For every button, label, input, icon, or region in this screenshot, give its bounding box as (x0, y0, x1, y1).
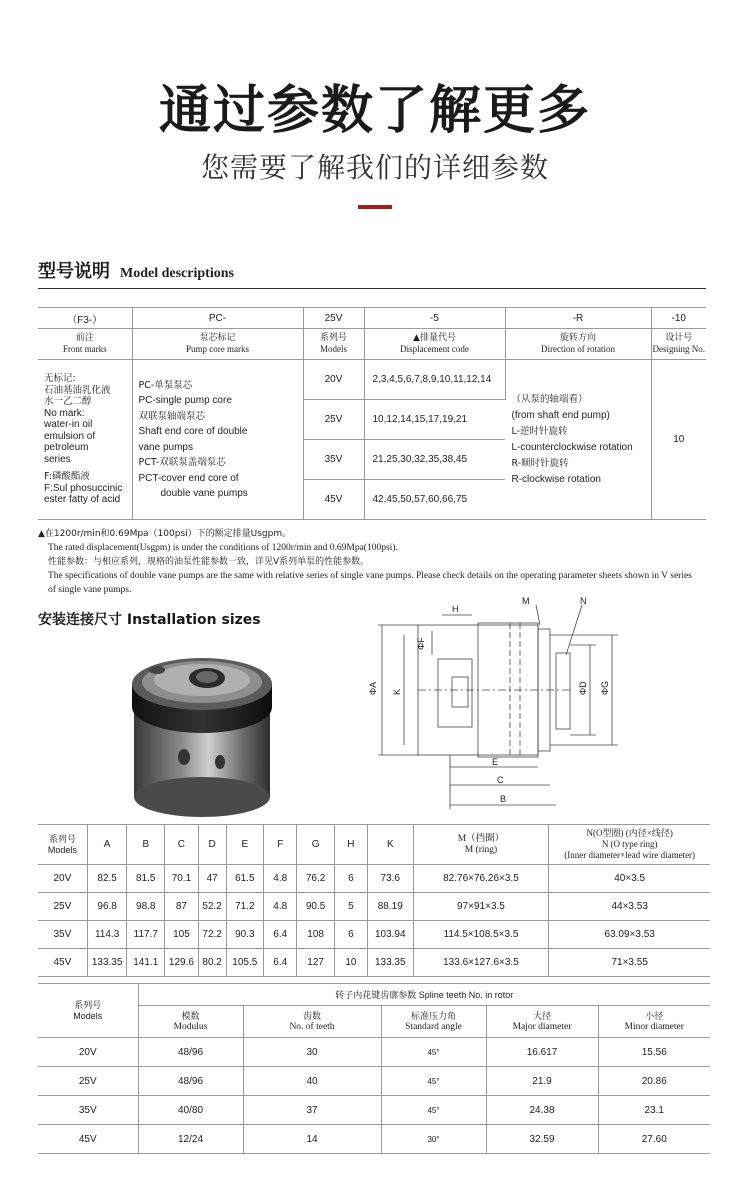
accent-divider (358, 205, 392, 209)
table-row: 20V 48/96 30 45° 16.617 15.56 (38, 1038, 710, 1067)
displacement-cell: 42,45,50,57,60,66,75 (364, 480, 505, 520)
label-a: ΦA (368, 681, 378, 695)
table-row: 35V 114.3 117.7 105 72.2 90.3 6.4 108 6 103.94 114.5×108.5×3.5 63.09×3.53 (38, 921, 710, 949)
header-cell: 设计号 Designing No. (651, 329, 706, 360)
model-section-title-en: Model descriptions (120, 266, 234, 281)
label-h: H (452, 604, 459, 614)
installation-title: 安装连接尺寸 Installation sizes (38, 612, 261, 628)
code-cell: （F3-） (38, 308, 132, 329)
design-no-cell: 10 (651, 360, 706, 520)
label-g: ΦG (600, 680, 610, 695)
table-row: 20V 82.5 81.5 70.1 47 61.5 4.8 76.2 6 73.6 82.76×76.26×3.5 40×3.5 (38, 865, 710, 893)
header-row (38, 329, 706, 360)
code-cell: -R (505, 308, 651, 329)
label-b: B (500, 794, 507, 804)
note-spec-cn: 性能参数：与相应系列，规格的油泵性能参数一致，详见V系列单泵的性能参数。 (48, 557, 370, 567)
note-rated-cn: ▲在1200r/min和0.69Mpa（100psi）下的额定排量Usgpm。 (38, 529, 292, 539)
label-f: ΦF (416, 637, 426, 650)
label-e: E (492, 757, 499, 767)
section-divider (38, 288, 706, 289)
displacement-cell: 21,25,30,32,35,38,45 (364, 440, 505, 480)
header-cell: 前注 Front marks (38, 329, 132, 360)
code-cell: -10 (651, 308, 706, 329)
notes (38, 527, 718, 597)
displacement-cell: 2,3,4,5,6,7,8,9,10,11,12,14 (364, 360, 505, 400)
installation-dimension-table (38, 824, 710, 977)
label-c: C (497, 775, 504, 785)
rotation-cell: （从泵的轴端看） (from shaft end pump) L-逆时针旋转 L-counterclockwise rotation R-顺时针旋转 R-clockwise rotation (505, 360, 651, 520)
label-m: M (522, 596, 530, 606)
installation-drawing (360, 595, 720, 817)
front-marks-cell: 无标记: 石油基油乳化液 水一乙二醇 No mark: water-in oil emulsion of petroleum series F:磷酸酯液 F:Sul phosuccinic ester fatty of acid (38, 360, 132, 520)
hero-title: 通过参数了解更多 (158, 81, 591, 141)
note-spec-en-2: of single vane pumps. (48, 585, 132, 595)
table-row: 25V 96.8 98.8 87 52.2 71.2 4.8 90.5 5 88.19 97×91×3.5 44×3.53 (38, 893, 710, 921)
pump-core-cell: PC-单泵泵芯 PC-single pump core 双联泵轴端泵芯 Shaft end core of double vane pumps PCT-双联泵盖端泵芯 PCT-cover end core of double vane pumps (132, 360, 303, 520)
header-cell: 旋转方向 Direction of rotation (505, 329, 651, 360)
header-cell: 系列号 Models (303, 329, 364, 360)
series-cell: 45V (303, 480, 364, 520)
hero-subtitle: 您需要了解我们的详细参数 (200, 151, 549, 184)
spline-title: 转子内花键齿廓参数 Spline teeth No. in rotor (138, 984, 710, 1006)
model-section-heading (38, 257, 234, 283)
model-section-title-cn: 型号说明 (38, 261, 110, 282)
spline-parameters-table (38, 983, 710, 1154)
code-row (38, 308, 706, 329)
series-cell: 25V (303, 400, 364, 440)
code-cell: PC- (132, 308, 303, 329)
label-d: ΦD (578, 681, 588, 695)
code-cell: -5 (364, 308, 505, 329)
header-cell: 泵芯标记 Pump core marks (132, 329, 303, 360)
note-rated-en: The rated displacement(Usgpm) is under the conditions of 1200r/min and 0.69Mpa(100psi). (48, 543, 398, 553)
series-cell: 35V (303, 440, 364, 480)
series-cell: 20V (303, 360, 364, 400)
table-row: 35V 40/80 37 45° 24.38 23.1 (38, 1096, 710, 1125)
header-cell: ▲排量代号 Displacement code (364, 329, 505, 360)
table-row: 25V 48/96 40 45° 21.9 20.86 (38, 1067, 710, 1096)
dim-header-row: 系列号 Models A B C D E F G H K M（挡圈） M (ring) N(O型圈) (内径×线径) N (O type ring) (Inner diameter×lead wire diameter) (38, 825, 710, 865)
pump-cartridge-photo (112, 622, 292, 822)
code-cell: 25V (303, 308, 364, 329)
table-row: 45V 12/24 14 30° 32.59 27.60 (38, 1125, 710, 1154)
spline-header-row: 模数 Modulus 齿数 No. of teeth 标准压力角 Standard angle 大径 Major diameter 小径 Minor diameter (38, 1006, 710, 1038)
label-n: N (580, 596, 587, 606)
displacement-cell: 10,12,14,15,17,19,21 (364, 400, 505, 440)
spline-models-header: 系列号 Models (38, 984, 138, 1038)
table-row: 45V 133.35 141.1 129.6 80.2 105.5 6.4 127 10 133.35 133.6×127.6×3.5 71×3.55 (38, 949, 710, 977)
note-spec-en: The specifications of double vane pumps are the same with relative series of single vane pumps. Please check details on the operating parameter sheets shown in V series (48, 571, 692, 581)
model-description-table (38, 307, 706, 520)
label-k: K (392, 688, 402, 695)
